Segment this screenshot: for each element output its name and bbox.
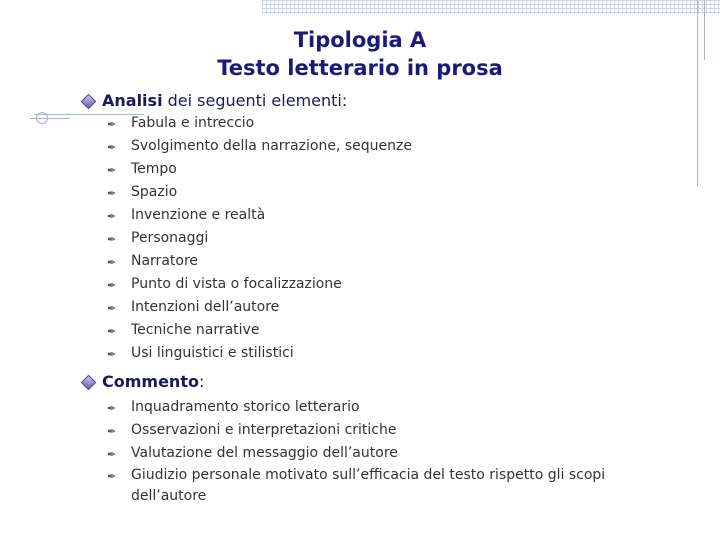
slide-title-line1: Tipologia A — [293, 28, 427, 52]
list-item — [107, 250, 412, 273]
section-heading-rest: dei seguenti elementi: — [162, 91, 348, 110]
list-item — [107, 273, 412, 296]
pen-nib-icon: ✒ — [107, 164, 117, 177]
slide-title-line2: Testo letterario in prosa — [217, 56, 503, 80]
section-heading-rest: : — [198, 372, 205, 391]
diamond-icon — [81, 374, 97, 390]
pen-nib-icon: ✒ — [107, 233, 117, 246]
list-item-text: Tecniche narrative — [131, 322, 260, 338]
section-heading-commento — [81, 372, 204, 392]
list-item — [107, 181, 412, 204]
list-item — [107, 112, 412, 135]
list-item-text: Giudizio personale motivato sull’efficacia del testo rispetto gli scopi dell’autore — [131, 467, 606, 504]
list-item — [107, 158, 412, 181]
list-item-text: Spazio — [131, 184, 178, 200]
diamond-icon — [81, 93, 97, 109]
list-item-text: Valutazione del messaggio dell’autore — [131, 445, 398, 461]
list-item-text: Tempo — [131, 161, 177, 177]
list-item-text: Usi linguistici e stilistici — [131, 345, 294, 361]
list-item — [107, 135, 412, 158]
list-item-text: Inquadramento storico letterario — [131, 399, 360, 415]
list-item — [107, 296, 412, 319]
pen-nib-icon: ✒ — [107, 256, 117, 269]
list-item — [107, 319, 412, 342]
slide-title — [0, 26, 720, 82]
list-item — [107, 227, 412, 250]
list-item — [107, 465, 611, 507]
pen-nib-icon: ✒ — [107, 279, 117, 292]
list-item — [107, 442, 611, 465]
decorative-grid-band — [262, 0, 720, 14]
pen-nib-icon: ✒ — [107, 470, 117, 483]
pen-nib-icon: ✒ — [107, 348, 117, 361]
list-item — [107, 396, 611, 419]
commento-list — [107, 396, 611, 507]
pen-nib-icon: ✒ — [107, 425, 117, 438]
list-item-text: Osservazioni e interpretazioni critiche — [131, 422, 397, 438]
decorative-circle — [36, 112, 48, 124]
list-item-text: Fabula e intreccio — [131, 115, 255, 131]
section-heading-bold: Analisi — [102, 91, 163, 110]
section-heading-bold: Commento — [102, 372, 199, 391]
list-item-text: Personaggi — [131, 230, 209, 246]
list-item-text: Invenzione e realtà — [131, 207, 266, 223]
pen-nib-icon: ✒ — [107, 141, 117, 154]
list-item-text: Punto di vista o focalizzazione — [131, 276, 342, 292]
list-item — [107, 342, 412, 365]
pen-nib-icon: ✒ — [107, 187, 117, 200]
list-item-text: Narratore — [131, 253, 199, 269]
list-item — [107, 419, 611, 442]
pen-nib-icon: ✒ — [107, 210, 117, 223]
pen-nib-icon: ✒ — [107, 302, 117, 315]
pen-nib-icon: ✒ — [107, 448, 117, 461]
pen-nib-icon: ✒ — [107, 118, 117, 131]
section-heading-analisi — [81, 91, 347, 111]
list-item — [107, 204, 412, 227]
list-item-text: Intenzioni dell’autore — [131, 299, 280, 315]
pen-nib-icon: ✒ — [107, 325, 117, 338]
analisi-list — [107, 112, 412, 365]
pen-nib-icon: ✒ — [107, 402, 117, 415]
list-item-text: Svolgimento della narrazione, sequenze — [131, 138, 412, 154]
